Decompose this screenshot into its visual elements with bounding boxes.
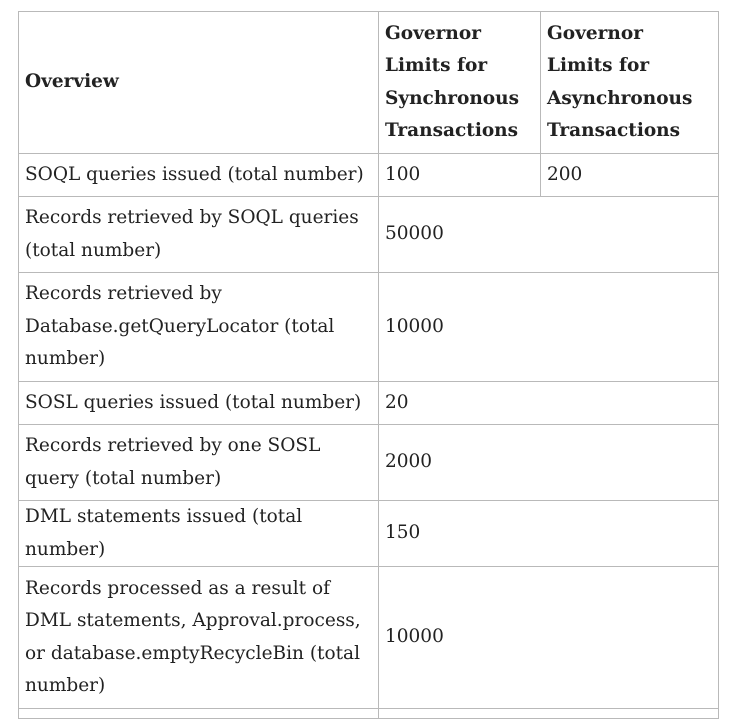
overview-cell: Records processed as a result of DML statements, Approval.process, or database.emptyRecycleBin (total number) [19, 567, 379, 709]
table-row [19, 273, 719, 382]
sync-value-cell: 100 [379, 154, 541, 197]
table-row [19, 197, 719, 273]
header-sync-limits: Governor Limits for Synchronous Transactions [379, 12, 541, 154]
value-cell: 50000 [379, 197, 719, 273]
value-cell: 150 [379, 501, 719, 567]
value-cell: 20 [379, 382, 719, 425]
overview-cell-partial [19, 709, 379, 719]
table-row [19, 567, 719, 709]
table-row [19, 154, 719, 197]
overview-cell: SOSL queries issued (total number) [19, 382, 379, 425]
header-overview: Overview [19, 12, 379, 154]
value-cell: 2000 [379, 425, 719, 501]
value-cell: 10000 [379, 273, 719, 382]
table-row [19, 425, 719, 501]
overview-cell: SOQL queries issued (total number) [19, 154, 379, 197]
overview-cell: Records retrieved by one SOSL query (total number) [19, 425, 379, 501]
value-cell: 10000 [379, 567, 719, 709]
table-body [19, 154, 719, 719]
value-cell-partial [379, 709, 719, 719]
table-row-partial [19, 709, 719, 719]
table-row [19, 501, 719, 567]
table-header [19, 12, 719, 154]
overview-cell: Records retrieved by SOQL queries (total number) [19, 197, 379, 273]
header-async-limits: Governor Limits for Asynchronous Transactions [541, 12, 719, 154]
header-row [19, 12, 719, 154]
table-row [19, 382, 719, 425]
overview-cell: DML statements issued (total number) [19, 501, 379, 567]
governor-limits-table [18, 11, 719, 719]
async-value-cell: 200 [541, 154, 719, 197]
overview-cell: Records retrieved by Database.getQueryLocator (total number) [19, 273, 379, 382]
